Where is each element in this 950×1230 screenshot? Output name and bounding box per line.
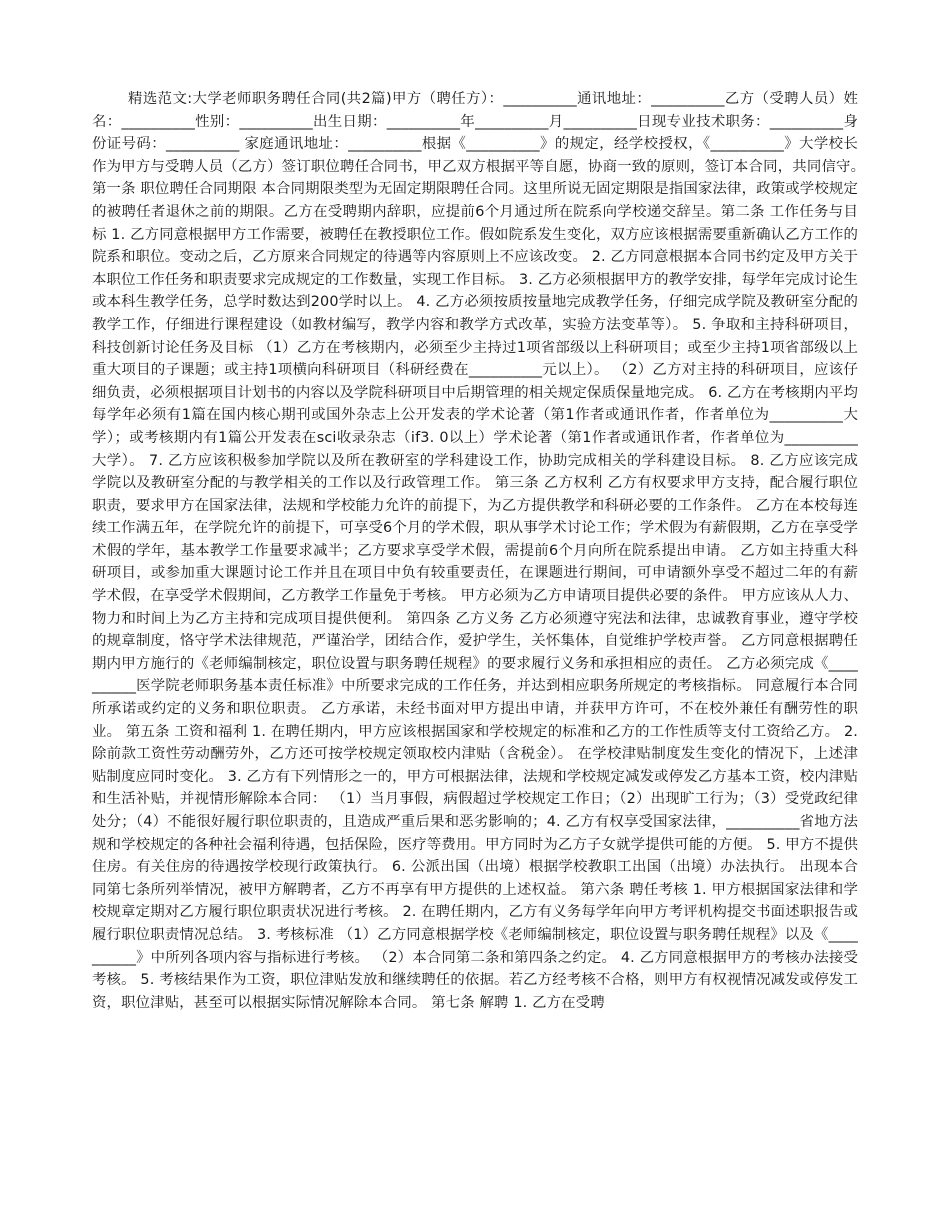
contract-body-text: 精选范文:大学老师职务聘任合同(共2篇)甲方（聘任方）：__________通讯地址：__________乙方（受聘人员）姓名：__________性别：__________出生日期：__________年__________月__________日现专业技术职务：__________身份证号码：__________ 家庭通讯地址：__________根据《__________》的规定，经学校授权，《__________》大学校长作为甲方与受聘人员（乙方）签订职位聘任合同书，甲乙双方根据平等自愿，协商一致的原则，签订本合同，共同信守。 第一条 职位聘任合同期限 本合同期限类型为无固定期限聘任合同。这里所说无固定期限是指国家法律，政策或学校规定的被聘任者退休之前的期限。乙方在受聘期内辞职，应提前6个月通过所在院系向学校递交辞呈。第二条 工作任务与目标 1. 乙方同意根据甲方工作需要，被聘任在教授职位工作。假如院系发生变化，双方应该根据需要重新确认乙方工作的院系和职位。变动之后，乙方原来合同规定的待遇等内容原则上不应该改变。 2. 乙方同意根据本合同书约定及甲方关于本职位工作任务和职责要求完成规定的工作数量，实现工作目标。 3. 乙方必须根据甲方的教学安排，每学年完成讨论生或本科生教学任务，总学时数达到200学时以上。 4. 乙方必须按质按量地完成教学任务，仔细完成学院及教研室分配的教学工作，仔细进行课程建设（如教材编写，教学内容和教学方式改革，实验方法变革等）。 5. 争取和主持科研项目，科技创新讨论任务及目标 （1）乙方在考核期内，必须至少主持过1项省部级以上科研项目；或至少主持1项省部级以上重大项目的子课题；或主持1项横向科研项目（科研经费在__________元以上）。 （2）乙方对主持的科研项目，应该仔细负责，必须根据项目计划书的内容以及学院科研项目中后期管理的相关规定保质保量地完成。 6. 乙方在考核期内平均每学年必须有1篇在国内核心期刊或国外杂志上公开发表的学术论著（第1作者或通讯作者，作者单位为__________大学）；或考核期内有1篇公开发表在sci收录杂志（if3. 0以上）学术论著（第1作者或通讯作者，作者单位为__________大学）。 7. 乙方应该积极参加学院以及所在教研室的学科建设工作，协助完成相关的学科建设目标。 8. 乙方应该完成学院以及教研室分配的与教学相关的工作以及行政管理工作。 第三条 乙方权利 乙方有权要求甲方支持，配合履行职位职责，要求甲方在国家法律，法规和学校能力允许的前提下，为乙方提供教学和科研必要的工作条件。 乙方在本校每连续工作满五年，在学院允许的前提下，可享受6个月的学术假，职从事学术讨论工作；学术假为有薪假期，乙方在享受学术假的学年，基本教学工作量要求减半；乙方要求享受学术假，需提前6个月向所在院系提出申请。 乙方如主持重大科研项目，或参加重大课题讨论工作并且在项目中负有较重要责任，在课题进行期间，可申请额外享受不超过二年的有薪学术假，在享受学术假期间，乙方教学工作量免于考核。 甲方必须为乙方申请项目提供必要的条件。 甲方应该从人力、物力和时间上为乙方主持和完成项目提供便利。 第四条 乙方义务 乙方必须遵守宪法和法律，忠诚教育事业，遵守学校的规章制度，恪守学术法律规范，严谨治学，团结合作，爱护学生，关怀集体，自觉维护学校声誉。 乙方同意根据聘任期内甲方施行的《老师编制核定，职位设置与职务聘任规程》的要求履行义务和承担相应的责任。 乙方必须完成《__________医学院老师职务基本责任标准》中所要求完成的工作任务，并达到相应职务所规定的考核指标。 同意履行本合同所承诺或约定的义务和职位职责。 乙方承诺，未经书面对甲方提出申请，并获甲方许可，不在校外兼任有酬劳性的职业。 第五条 工资和福利 1. 在聘任期内，甲方应该根据国家和学校规定的标准和乙方的工作性质等支付工资给乙方。 2. 除前款工资性劳动酬劳外，乙方还可按学校规定领取校内津贴（含税金）。 在学校津贴制度发生变化的情况下，上述津贴制度应同时变化。 3. 乙方有下列情形之一的，甲方可根据法律，法规和学校规定减发或停发乙方基本工资，校内津贴和生活补贴，并视情形解除本合同： （1）当月事假，病假超过学校规定工作日；（2）出现旷工行为；（3）受党政纪律处分；（4）不能很好履行职位职责的，且造成严重后果和恶劣影响的；4. 乙方有权享受国家法律，__________省地方法规和学校规定的各种社会福利待遇，包括保险，医疗等费用。甲方同时为乙方子女就学提供可能的方便。 5. 甲方不提供住房。有关住房的待遇按学校现行政策执行。 6. 公派出国（出境）根据学校教职工出国（出境）办法执行。 出现本合同第七条所列举情况，被甲方解聘者，乙方不再享有甲方提供的上述权益。 第六条 聘任考核 1. 甲方根据国家法律和学校规章定期对乙方履行职位职责状况进行考核。 2. 在聘任期内，乙方有义务每学年向甲方考评机构提交书面述职报告或履行职位职责情况总结。 3. 考核标准 （1）乙方同意根据学校《老师编制核定，职位设置与职务聘任规程》以及《__________》中所列各项内容与指标进行考核。 （2）本合同第二条和第四条之约定。 4. 乙方同意根据甲方的考核办法接受考核。 5. 考核结果作为工资，职位津贴发放和继续聘任的依据。若乙方经考核不合格，则甲方有权视情况减发或停发工资，职位津贴，甚至可以根据实际情况解除本合同。 第七条 解聘 1. 乙方在受聘 — [92, 91, 873, 1011]
